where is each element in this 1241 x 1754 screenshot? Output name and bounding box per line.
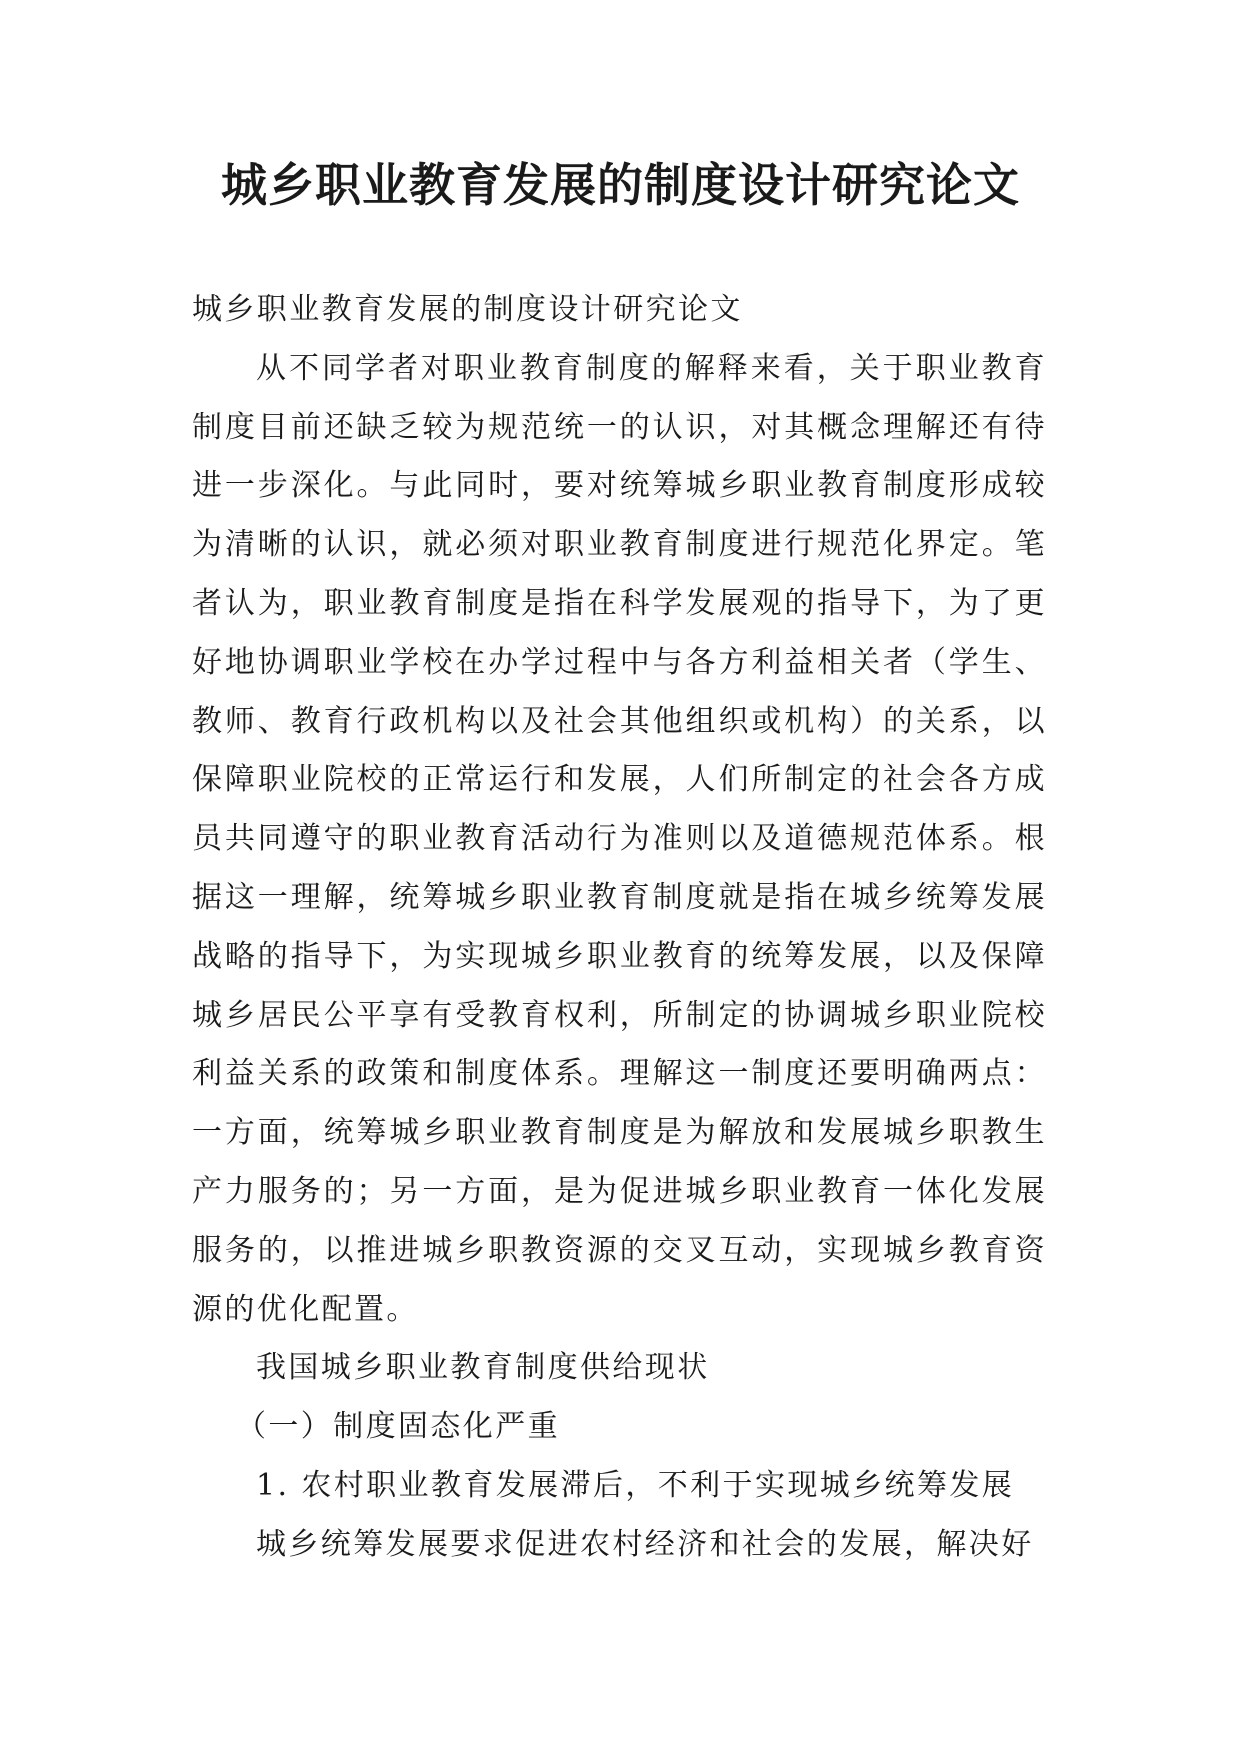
section-heading: 我国城乡职业教育制度供给现状: [256, 1350, 710, 1386]
body-paragraph-2: 城乡统筹发展要求促进农村经济和社会的发展，解决好: [256, 1526, 1034, 1562]
document-body: [192, 281, 1047, 1575]
body-paragraph-1: 从不同学者对职业教育制度的解释来看，关于职业教育制度目前还缺乏较为规范统一的认识，对其概念理解还有待进一步深化。与此同时，要对统筹城乡职业教育制度形成较为清晰的认识，就必须对职业教育制度进行规范化界定。笔者认为，职业教育制度是指在科学发展观的指导下，为了更好地协调职业学校在办学过程中与各方利益相关者（学生、教师、教育行政机构以及社会其他组织或机构）的关系，以保障职业院校的正常运行和发展，人们所制定的社会各方成员共同遵守的职业教育活动行为准则以及道德规范体系。根据这一理解，统筹城乡职业教育制度就是指在城乡统筹发展战略的指导下，为实现城乡职业教育的统筹发展，以及保障城乡居民公平享有受教育权利，所制定的协调城乡职业院校利益关系的政策和制度体系。理解这一制度还要明确两点：一方面，统筹城乡职业教育制度是为解放和发展城乡职教生产力服务的；另一方面，是为促进城乡职业教育一体化发展服务的，以推进城乡职教资源的交叉互动，实现城乡教育资源的优化配置。: [192, 350, 1047, 1327]
document-title: 城乡职业教育发展的制度设计研究论文: [221, 158, 1020, 212]
point-heading: 1. 农村职业教育发展滞后，不利于实现城乡统筹发展: [256, 1467, 1015, 1503]
subsection-heading: （一）制度固态化严重: [236, 1409, 560, 1445]
document-subtitle: 城乡职业教育发展的制度设计研究论文: [192, 292, 743, 327]
